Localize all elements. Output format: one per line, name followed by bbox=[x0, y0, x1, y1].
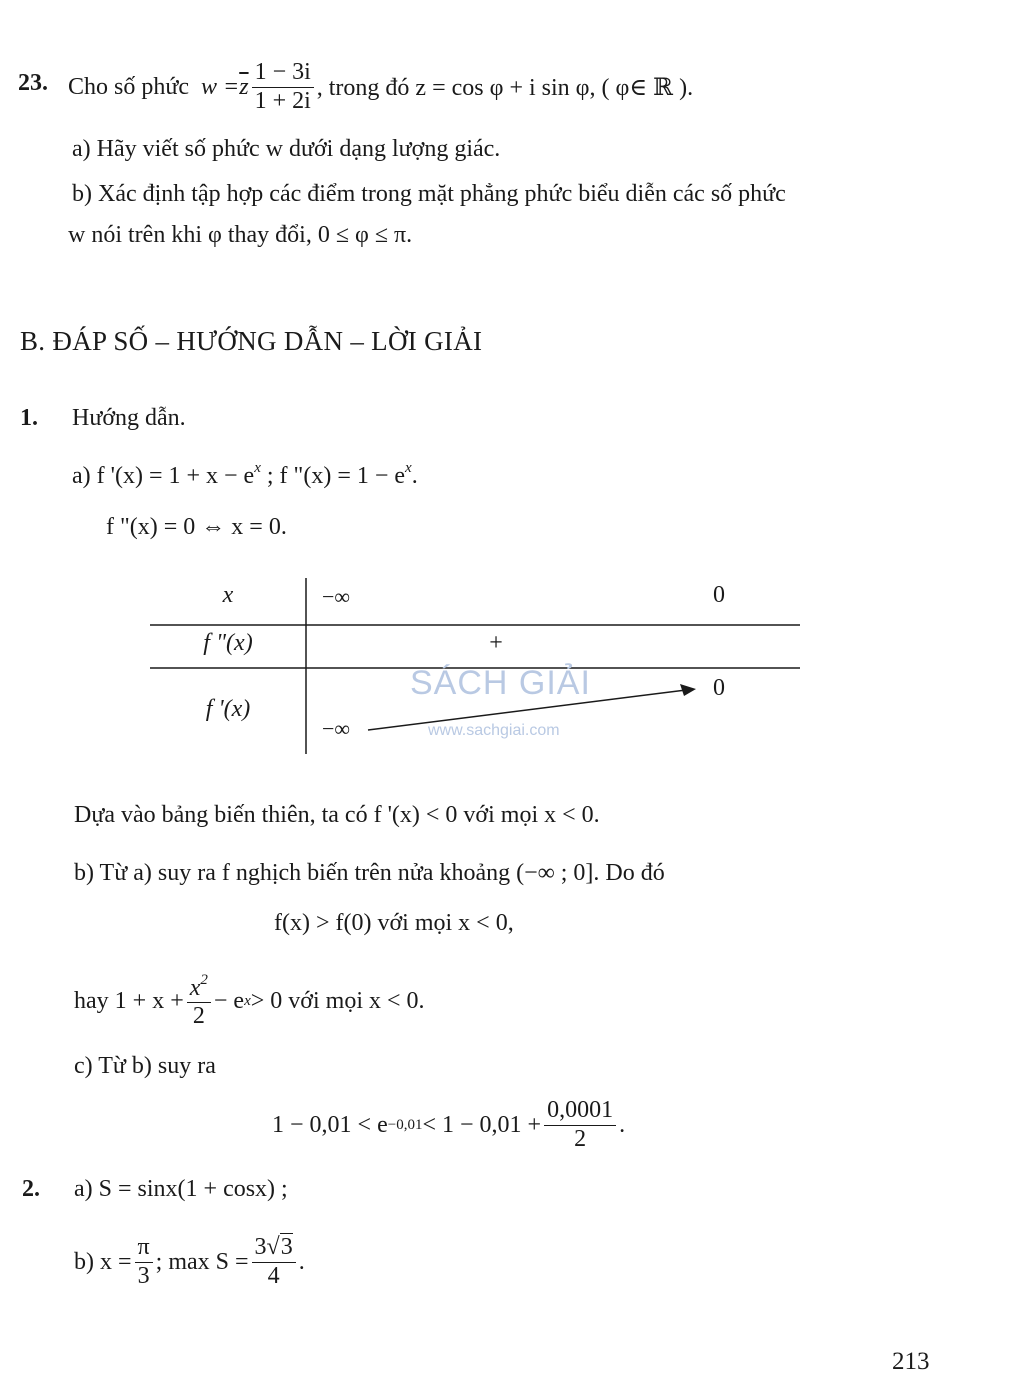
exponent-2: 2 bbox=[200, 971, 208, 988]
table-f1-end: 0 bbox=[713, 675, 725, 701]
minus-e: − e bbox=[213, 987, 245, 1014]
exponent-neg-001: −0,01 bbox=[387, 1116, 423, 1133]
period: . bbox=[298, 1248, 305, 1275]
first-derivative: a) f '(x) = 1 + x − e bbox=[72, 463, 255, 489]
answer-2-number: 2. bbox=[22, 1176, 40, 1202]
problem-number: 23. bbox=[18, 70, 48, 96]
arrow-head bbox=[680, 684, 696, 696]
table-f1-start: −∞ bbox=[321, 716, 351, 741]
coefficient-3: 3 bbox=[254, 1234, 267, 1261]
exponent-x: x bbox=[405, 460, 412, 476]
x-equals: b) x = bbox=[74, 1248, 132, 1275]
fraction-numerator: 0,0001 bbox=[544, 1098, 616, 1125]
fraction-numerator: 1 − 3i bbox=[252, 60, 314, 87]
answer-1-label: Hướng dẫn. bbox=[72, 405, 186, 431]
table-x-left: −∞ bbox=[321, 584, 351, 609]
table-x-right: 0 bbox=[713, 582, 725, 608]
w-equals: w = bbox=[201, 73, 240, 100]
exponent-x: x bbox=[254, 460, 261, 476]
inequality-prefix: hay 1 + x + bbox=[74, 987, 184, 1014]
problem-intro: Cho số phức bbox=[68, 73, 190, 100]
problem-part-b-line1: b) Xác định tập hợp các điểm trong mặt phẳng phức biểu diễn các số phức bbox=[72, 181, 786, 207]
problem-part-b-line2: w nói trên khi φ thay đổi, 0 ≤ φ ≤ π. bbox=[68, 222, 413, 248]
answer-1b-line3 bbox=[74, 966, 425, 1036]
table-f1-label: f '(x) bbox=[205, 696, 251, 722]
inequality-middle: < 1 − 0,01 + bbox=[422, 1111, 542, 1138]
section-heading: B. ĐÁP SỐ – HƯỚNG DẪN – LỜI GIẢI bbox=[20, 326, 483, 356]
answer-1b-line1: b) Từ a) suy ra f nghịch biến trên nửa khoảng (−∞ ; 0]. Do đó bbox=[74, 860, 665, 886]
fraction-pi-over-3 bbox=[135, 1235, 153, 1288]
answer-2b bbox=[74, 1226, 305, 1298]
period: . bbox=[619, 1111, 626, 1138]
fraction-denominator: 1 + 2i bbox=[254, 87, 311, 114]
answer-1a-critical: f "(x) = 0 ⇔ x = 0. bbox=[106, 514, 287, 540]
problem-condition: , trong đó z = cos φ + i sin φ, ( φ∈ ℝ ). bbox=[316, 74, 694, 101]
page-number: 213 bbox=[892, 1348, 930, 1375]
z-conjugate: $\overline{z}$ bbox=[239, 73, 249, 100]
second-derivative: ; f "(x) = 1 − e bbox=[260, 463, 406, 489]
fraction-3sqrt3-over-4 bbox=[252, 1235, 296, 1288]
period: . bbox=[411, 463, 418, 489]
exponent-x: x bbox=[244, 992, 251, 1009]
fraction-denominator: 2 bbox=[192, 1003, 205, 1029]
max-s-equals: ; max S = bbox=[155, 1248, 249, 1275]
inequality-left: 1 − 0,01 < e bbox=[272, 1111, 388, 1138]
problem-part-a: a) Hãy viết số phức w dưới dạng lượng giác. bbox=[72, 136, 501, 162]
fraction-numerator bbox=[187, 973, 211, 1003]
radicand-3: 3 bbox=[280, 1234, 293, 1261]
inequality-suffix: > 0 với mọi x < 0. bbox=[250, 987, 425, 1014]
fraction-denominator: 3 bbox=[137, 1262, 150, 1289]
answer-1-number: 1. bbox=[20, 405, 38, 431]
numerator-x: x bbox=[189, 974, 201, 1001]
table-x-label: x bbox=[222, 582, 234, 608]
fraction-00001-over-2 bbox=[544, 1098, 616, 1151]
answer-1-conclusion: Dựa vào bảng biến thiên, ta có f '(x) < 0 với mọi x < 0. bbox=[74, 802, 600, 828]
table-f2-sign: + bbox=[489, 630, 503, 656]
fraction-x2-over-2 bbox=[187, 973, 211, 1029]
watermark-brand: SÁCH GIẢI bbox=[410, 664, 591, 702]
fraction-denominator: 2 bbox=[574, 1125, 587, 1152]
fraction-numerator: π bbox=[135, 1235, 153, 1262]
answer-1c-line1: c) Từ b) suy ra bbox=[74, 1053, 216, 1079]
fraction-denominator: 4 bbox=[267, 1262, 280, 1289]
answer-2a: a) S = sinx(1 + cosx) ; bbox=[74, 1176, 288, 1202]
watermark-url: www.sachgiai.com bbox=[428, 722, 560, 739]
fraction-numerator: 3√3 bbox=[252, 1235, 296, 1262]
answer-1c-inequality bbox=[272, 1090, 625, 1160]
answer-1b-line2: f(x) > f(0) với mọi x < 0, bbox=[274, 910, 514, 936]
table-f2-label: f "(x) bbox=[203, 630, 253, 656]
